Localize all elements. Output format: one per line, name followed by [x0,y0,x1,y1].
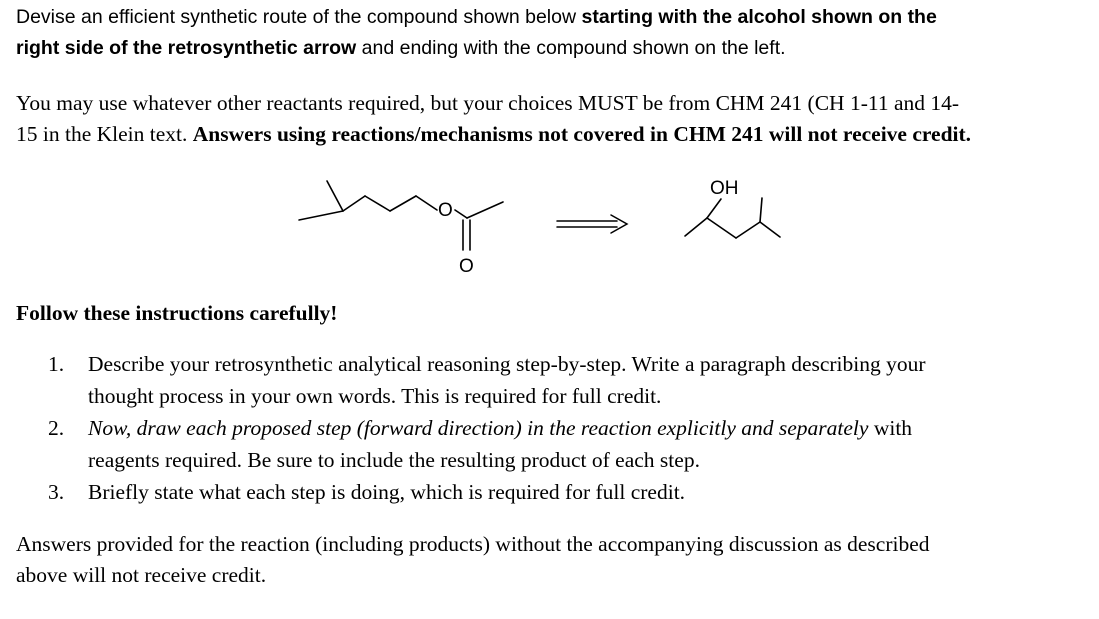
retrosynthetic-arrow [557,215,627,233]
instructions-list [48,348,926,508]
step-1-line-1: Describe your retrosynthetic analytical reasoning step-by-step. Write a paragraph describing your [88,352,926,376]
intro-text-a: Devise an efficient synthetic route of the compound shown below [16,6,582,28]
intro-paragraph [16,2,937,64]
rules-text-a: You may use whatever other reactants required, but your choices MUST be from CHM 241 (CH 1-11 and 14- [16,91,960,115]
intro-text-bold-b: right side of the retrosynthetic arrow [16,37,357,59]
rules-warning: Answers using reactions/mechanisms not covered in CHM 241 will not receive credit. [192,122,972,146]
intro-text-d: and ending with the compound shown on the left. [356,37,786,59]
step-2-line-2: reagents required. Be sure to include the resulting product of each step. [88,448,700,472]
target-ester-structure [299,181,503,250]
step-2-italic: Now, draw each proposed step (forward direction) in the reaction explicitly and separately [88,416,869,440]
rules-text-b: 15 in the Klein text. [16,122,193,146]
rules-paragraph [16,88,971,150]
closing-paragraph [16,529,930,591]
list-number: 1. [48,352,65,376]
step-1-line-2: thought process in your own words. This is required for full credit. [88,384,662,408]
hydroxyl-label: OH [710,178,739,199]
instructions-heading: Follow these instructions carefully! [16,301,338,325]
ester-oxygen-label: O [438,200,453,221]
closing-line-1: Answers provided for the reaction (including products) without the accompanying discussion as described [16,532,930,556]
list-number: 3. [48,480,65,504]
retrosynthesis-scheme [0,160,1099,285]
list-number: 2. [48,416,65,440]
intro-text-bold-a: starting with the alcohol shown on the [581,6,937,28]
step-2-tail: with [868,416,913,440]
alcohol-structure [685,198,780,238]
list-item [48,412,926,476]
step-3-line-1: Briefly state what each step is doing, which is required for full credit. [88,480,686,504]
closing-line-2: above will not receive credit. [16,563,267,587]
list-item [48,348,926,412]
carbonyl-oxygen-label: O [459,256,474,277]
list-item [48,476,926,508]
